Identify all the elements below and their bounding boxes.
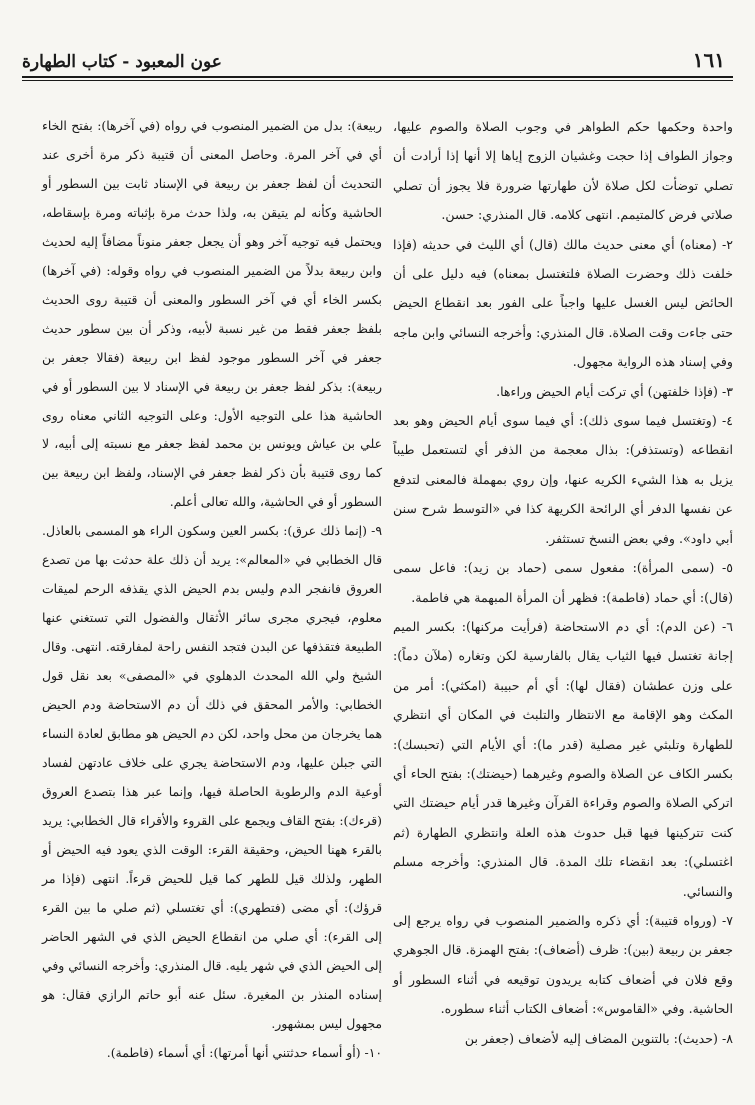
paragraph: ٤- (وتغتسل فيما سوى ذلك): أي فيما سوى أيام الحيض وهو بعد انقطاعه (وتستذفر): بذال معجمة من الذفر أي لتستعمل طيباً يزيل به هذا الشيء الكريه عنها، وإن روي بمهملة فالمعنى لتدفع عن نفسها الدفر أي الرائحة الكريهة كذا في «التوسط شرح سنن أبي داود». وفي بعض النسخ تستثفر. xyxy=(393,413,733,546)
right-column xyxy=(393,112,733,1053)
paragraph: ٢- (معناه) أي معنى حديث مالك (قال) أي الليث في حديثه (فإذا خلفت ذلك وحضرت الصلاة فلتغتسل بمعناه) فيه دليل على أن الحائض ليس الغسل عليها واجباً على الفور بعد انقطاع الحيض حتى جاءت وقت الصلاة. قال المنذري: وأخرجه النسائي وابن ماجه وفي إسناد هذه الرواية مجهول. xyxy=(393,236,733,370)
header-rule xyxy=(22,76,733,78)
paragraph: ربيعة): بدل من الضمير المنصوب في رواه (في آخرها): بفتح الخاء أي في آخر المرة. وحاصل المعنى أن قتيبة ذكر مرة أخرى عند التحديث أن لفظ جعفر بن ربيعة في الإسناد ثابت بين السطور أو الحاشية وكأنه لم يتيقن به، ولذا حدث مرة بإثباته ومرة بإسقاطه، ويحتمل فيه توجيه آخر وهو أن يجعل جعفر منوناً مضافاً إليه لحديث وابن ربيعة بدلاً من الضمير المنصوب في رواه وقوله: (في آخرها) بكسر الخاء أي في آخر السطور والمعنى أن قتيبة روى الحديث بلفظ جعفر فقط من غير نسبة لأبيه، وذكر أن بين سطور حديث جعفر في آخر السطور موجود لفظ ابن ربيعة (فقالا جعفر بن ربيعة): بذكر لفظ جعفر بن ربيعة في الإسناد لا بين السطور أو في الحاشية هذا على التوجيه الأول: وعلى التوجيه الثاني معناه روى علي بن عياش ويونس بن محمد لفظ جعفر مع نسبته إلى أبيه، لا كما روى قتيبة بأن ذكر لفظ جعفر في الإسناد، ولفظ ابن ربيعة بين السطور أو في الحاشية، والله تعالى أعلم. xyxy=(42,118,382,510)
left-column xyxy=(42,112,382,1067)
paragraph: ٦- (عن الدم): أي دم الاستحاضة (فرأيت مركنها): بكسر الميم إجانة تغتسل فيها الثياب يقال بالفارسية لكن وتغاره (ملآن دماً): على وزن عطشان (فقال لها): أي أم حبيبة (امكثي): أمر من المكث وهو الإقامة مع الانتظار والتلبث في المكان أي انتظري للطهارة وتلبثي غير مصلية (قدر ما): أي الأيام التي (تحبسك): بكسر الكاف عن الصلاة والصوم وغيرهما (حيضتك): بفتح الحاء أي اتركي الصلاة والصوم وقراءة القرآن وغيرها قدر أيام حيضتك التي كنت تتركينها فيها قبل حدوث هذه العلة وانتظري الطهارة (ثم اغتسلي): بعد انقضاء تلك المدة. قال المنذري: وأخرجه مسلم والنسائي. xyxy=(393,618,733,899)
running-title: عون المعبود - كتاب الطهارة xyxy=(22,52,222,72)
paragraph: ٣- (فإذا خلفتهن) أي تركت أيام الحيض وراءها. xyxy=(496,383,733,399)
paragraph: واحدة وحكمها حكم الطواهر في وجوب الصلاة والصوم عليها، وجواز الطواف إذا حجت وغشيان الزوج إياها إلا أنها إذا أرادت أن تصلي توضأت لكل صلاة لأن طهارتها ضرورة فلا يجوز أن تصلي صلاتي فرض كالمتيمم. انتهى كلامه. قال المنذري: حسن. xyxy=(393,119,733,223)
paragraph: ٩- (إنما ذلك عرق): بكسر العين وسكون الراء هو المسمى بالعاذل. قال الخطابي في «المعالم»: يريد أن ذلك علة حدثت بها من تصدع العروق فانفجر الدم وليس بدم الحيض الذي يقذفه الرحم لميقات معلوم، فيجري مجرى سائر الأثقال والفضول التي تستغني عنها الطبيعة فتقذفها عن البدن فتجد النفس راحة لمفارقته. انتهى. وقال الشيخ ولي الله المحدث الدهلوي في «المصفى» بعد نقل قول الخطابي: والأمر المحقق في ذلك أن دم الاستحاضة ودم الحيض هما يخرجان من محل واحد، لكن دم الحيض هو مطابق لعادة النساء التي جبلن عليها، ودم الاستحاضة يجري على خلاف عادتهن لفساد أوعية الدم والرطوبة الحاصلة فيها، وإنما عبر هذا بتصدع العروق (قرءك): بفتح القاف ويجمع على القروء والأقراء قال الخطابي: يريد بالقرء ههنا الحيض، وحقيقة القرء: الوقت الذي يعود فيه الحيض أو الطهر، ولذلك قيل للطهر كما قيل للحيض قرءاً. انتهى (فإذا مر قرؤك): أي مضى (فتطهري): أي تغتسلي (ثم صلي ما بين القرء إلى القرء): أي صلي من انقطاع الحيض الذي في الشهر الحاضر إلى الحيض الذي في شهر يليه. قال المنذري: وأخرجه النسائي وفي إسناده المنذر بن المغيرة. سئل عنه أبو حاتم الرازي فقال: هو مجهول ليس بمشهور. xyxy=(42,523,382,1031)
paragraph: ١٠- (أو أسماء حدثتني أنها أمرتها): أي أسماء (فاطمة). xyxy=(106,1044,382,1060)
page-number: ١٦١ xyxy=(692,48,725,72)
header-rule-thin xyxy=(22,80,733,81)
paragraph: ٥- (سمى المرأة): مفعول سمى (حماد بن زيد): فاعل سمى (قال): أي حماد (فاطمة): فظهر أن المرأة المبهمة هي فاطمة. xyxy=(393,560,733,605)
page-header xyxy=(22,36,725,72)
paragraph: ٧- (ورواه قتيبة): أي ذكره والضمير المنصوب في رواه يرجع إلى جعفر بن ربيعة (بين): ظرف (أضعاف): بفتح الهمزة. قال الجوهري وقع فلان في أضعاف كتابه يريدون توقيعه في أثناء السطور أو الحاشية. وفي «القاموس»: أضعاف الكتاب أثناء سطوره. xyxy=(393,912,733,1017)
paragraph: ٨- (حديث): بالتنوين المضاف إليه لأضعاف (جعفر بن xyxy=(464,1030,733,1046)
